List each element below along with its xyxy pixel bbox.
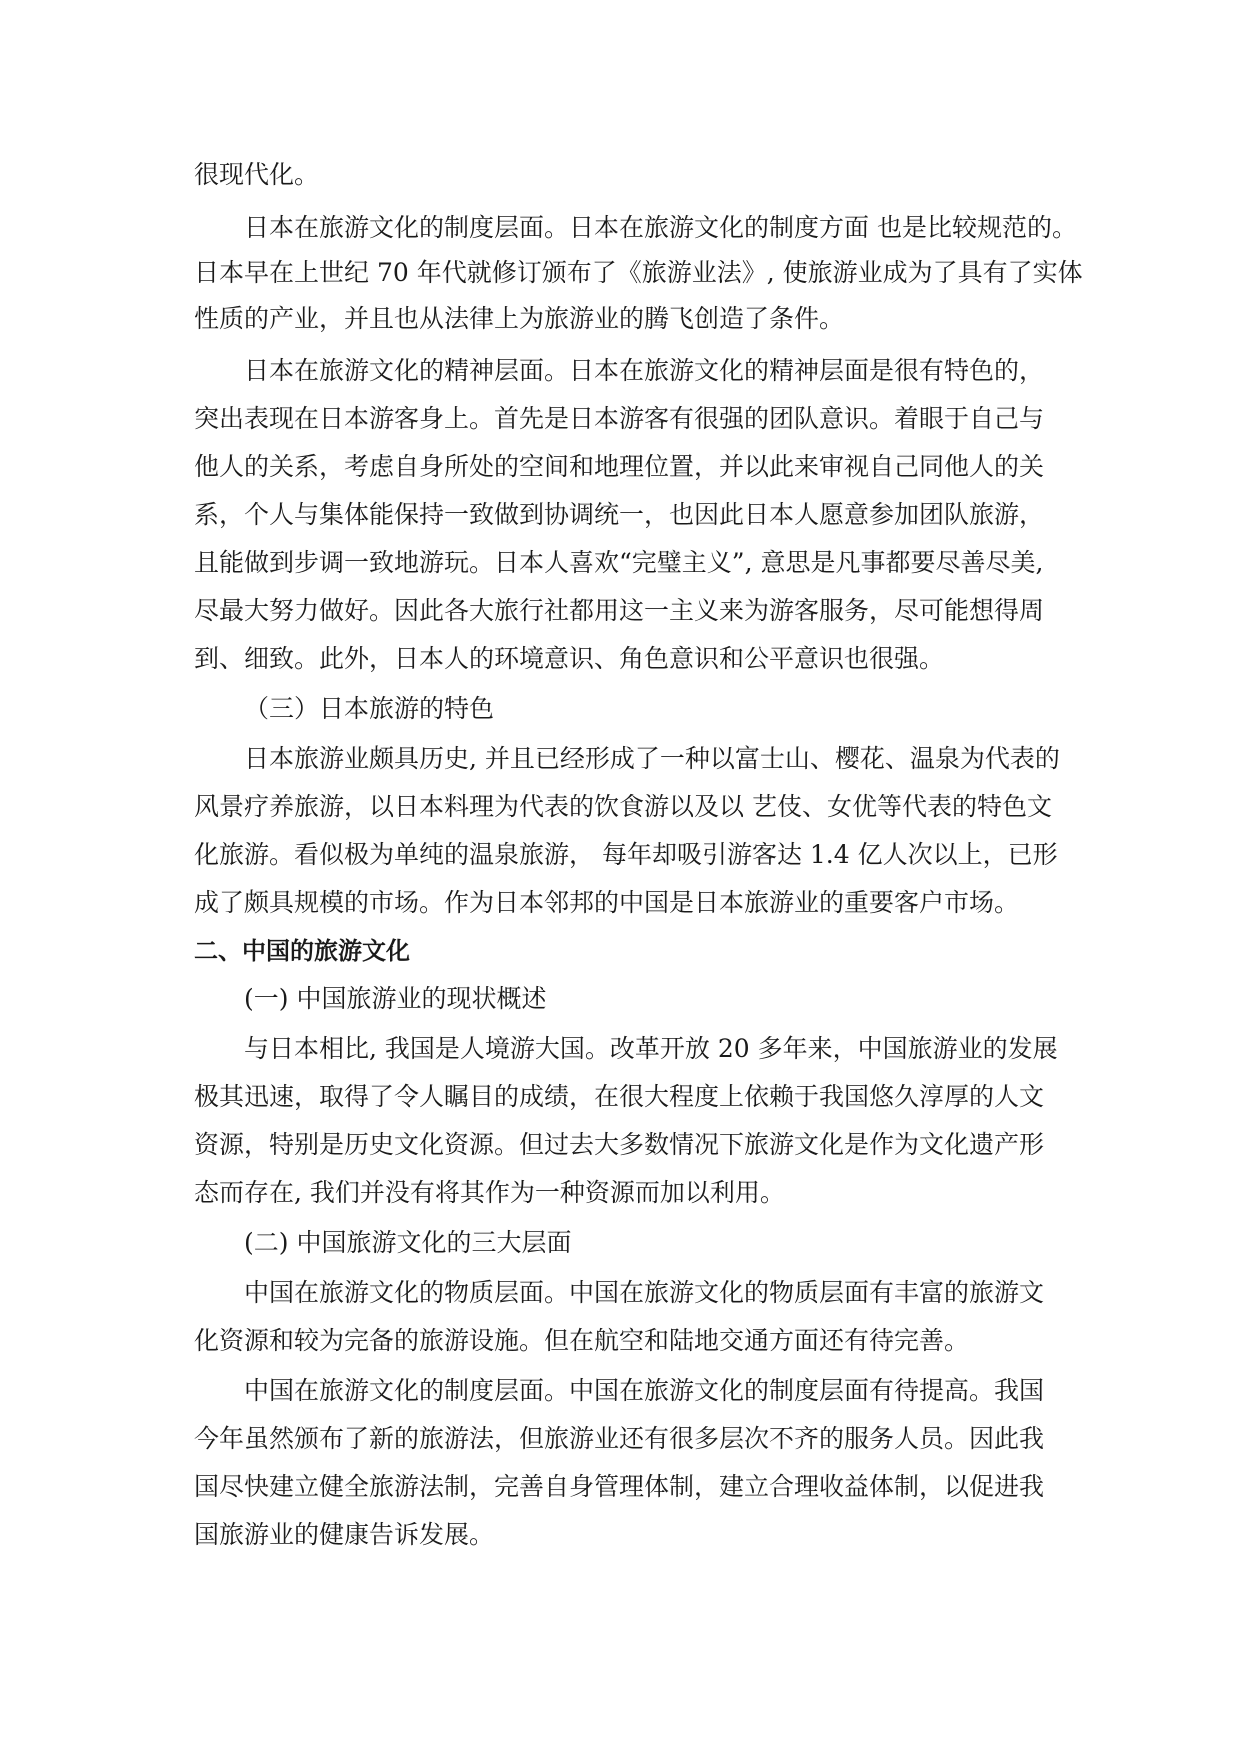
paragraph-line: 日本在旅游文化的制度层面。日本在旅游文化的制度方面 也是比较规范的。 bbox=[244, 213, 1077, 242]
paragraph-line: 化资源和较为完备的旅游设施。但在航空和陆地交通方面还有待完善。 bbox=[194, 1326, 970, 1355]
paragraph-line: 国尽快建立健全旅游法制，完善自身管理体制，建立合理收益体制，以促进我 bbox=[194, 1472, 1045, 1501]
paragraph-line: 日本在旅游文化的精神层面。日本在旅游文化的精神层面是很有特色的， bbox=[244, 356, 1045, 385]
paragraph-line: 中国在旅游文化的制度层面。中国在旅游文化的制度层面有待提高。我国 bbox=[244, 1376, 1045, 1405]
paragraph-line: 成了颇具规模的市场。作为日本邻邦的中国是日本旅游业的重要客户市场。 bbox=[194, 888, 1020, 917]
paragraph-line: 风景疗养旅游，以日本料理为代表的饮食游以及以 艺伎、女优等代表的特色文 bbox=[194, 792, 1052, 821]
section-heading: 二、中国的旅游文化 bbox=[194, 937, 410, 965]
paragraph-line: 资源，特别是历史文化资源。但过去大多数情况下旅游文化是作为文化遗产形 bbox=[194, 1130, 1045, 1159]
section-subheading: (一) 中国旅游业的现状概述 bbox=[244, 984, 547, 1013]
paragraph-line: 日本旅游业颇具历史, 并且已经形成了一种以富士山、樱花、温泉为代表的 bbox=[244, 744, 1060, 773]
paragraph-line: 日本早在上世纪 70 年代就修订颁布了《旅游业法》, 使旅游业成为了具有了实体 bbox=[194, 258, 1083, 287]
paragraph-line: 国旅游业的健康告诉发展。 bbox=[194, 1520, 495, 1549]
paragraph-line: 极其迅速，取得了令人瞩目的成绩，在很大程度上依赖于我国悠久淳厚的人文 bbox=[194, 1082, 1045, 1111]
section-subheading: (二) 中国旅游文化的三大层面 bbox=[244, 1228, 572, 1257]
paragraph-line: 性质的产业，并且也从法律上为旅游业的腾飞创造了条件。 bbox=[194, 304, 845, 333]
paragraph-line: 今年虽然颁布了新的旅游法，但旅游业还有很多层次不齐的服务人员。因此我 bbox=[194, 1424, 1045, 1453]
paragraph-line: 尽最大努力做好。因此各大旅行社都用这一主义来为游客服务，尽可能想得周 bbox=[194, 596, 1045, 625]
paragraph-line: 且能做到步调一致地游玩。日本人喜欢“完璧主义”, 意思是凡事都要尽善尽美, bbox=[194, 548, 1044, 577]
section-subheading: （三）日本旅游的特色 bbox=[244, 694, 495, 723]
paragraph-line: 态而存在, 我们并没有将其作为一种资源而加以利用。 bbox=[194, 1178, 785, 1207]
paragraph-line: 化旅游。看似极为单纯的温泉旅游， 每年却吸引游客达 1.4 亿人次以上，已形 bbox=[194, 840, 1058, 869]
paragraph-line: 很现代化。 bbox=[194, 160, 320, 189]
paragraph-line: 与日本相比, 我国是人境游大国。改革开放 20 多年来，中国旅游业的发展 bbox=[244, 1034, 1058, 1063]
paragraph-line: 中国在旅游文化的物质层面。中国在旅游文化的物质层面有丰富的旅游文 bbox=[244, 1278, 1045, 1307]
paragraph-line: 到、细致。此外，日本人的环境意识、角色意识和公平意识也很强。 bbox=[194, 644, 945, 673]
paragraph-line: 系，个人与集体能保持一致做到协调统一，也因此日本人愿意参加团队旅游， bbox=[194, 500, 1045, 529]
paragraph-line: 突出表现在日本游客身上。首先是日本游客有很强的团队意识。着眼于自己与 bbox=[194, 404, 1045, 433]
paragraph-line: 他人的关系，考虑自身所处的空间和地理位置，并以此来审视自己同他人的关 bbox=[194, 452, 1045, 481]
